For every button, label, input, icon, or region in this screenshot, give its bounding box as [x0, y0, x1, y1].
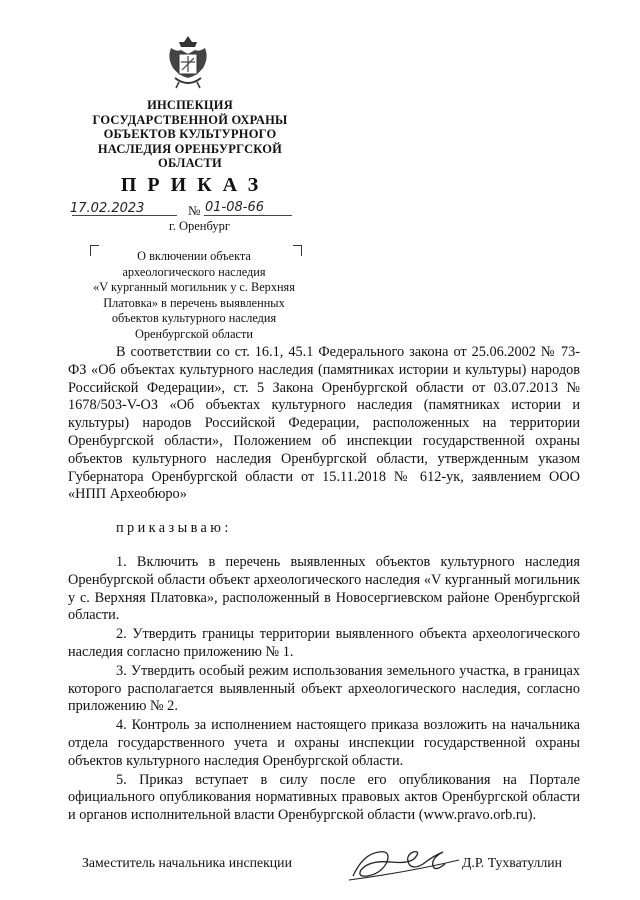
org-line: ОБЪЕКТОВ КУЛЬТУРНОГО	[103, 127, 277, 142]
subject-line: О включении объекта	[137, 249, 251, 263]
order-item: 4. Контроль за исполнением настоящего приказа возложить на начальника отдела государственного учета и охраны инспекции государственной охраны объектов культурного наследия Оренбургской области.	[68, 717, 580, 769]
org-line: ОБЛАСТИ	[158, 156, 222, 171]
org-line: НАСЛЕДИЯ ОРЕНБУРГСКОЙ	[97, 141, 283, 156]
document-date: 17.02.2023	[70, 201, 145, 216]
signer-position: Заместитель начальника инспекции	[82, 855, 292, 870]
subject-line: объектов культурного наследия	[111, 311, 277, 325]
signer-name: Д.Р. Тухватуллин	[462, 855, 563, 870]
org-line: ИНСПЕКЦИЯ	[147, 98, 233, 112]
number-label: №	[188, 203, 201, 218]
document-subject	[88, 249, 300, 342]
issuing-organization	[70, 98, 310, 171]
subject-line: Оренбургской области	[135, 326, 253, 341]
subject-line: «V курганный могильник у с. Верхняя	[93, 280, 295, 294]
order-word: приказываю:	[116, 520, 232, 537]
order-item: 5. Приказ вступает в силу после его опубликования на Портале официального опубликования нормативных правовых актов Оренбургской области и органов исполнительной власти Оренбургской области (www.pravo.orb.ru).	[68, 771, 580, 824]
document-type-title: ПРИКАЗ	[120, 174, 270, 196]
order-item: 2. Утвердить границы территории выявленного объекта археологического наследия согласно приложению № 1.	[68, 626, 580, 660]
org-line: ГОСУДАРСТВЕННОЙ ОХРАНЫ	[92, 112, 288, 127]
document-number: 01-08-66	[205, 200, 265, 215]
preamble-paragraph: В соответствии со ст. 16.1, 45.1 Федерального закона от 25.06.2002 № 73-ФЗ «Об объектах культурного наследия (памятниках истории и культуры) народов Российской Федерации», ст. 5 Закона Оренбургской области от 03.07.2013 № 1678/503-V-ОЗ «Об объектах культурного наследия (памятниках истории и культуры) народов Российской Федерации, расположенных на территории Оренбургской области», Положением об инспекции государственной охраны объектов культурного наследия Оренбургской области, утвержденным указом Губернатора Оренбургской области от 15.11.2018 № 612-ук, заявлением ООО «НПП Археобюро»	[68, 344, 580, 503]
document-city: г. Оренбург	[169, 219, 230, 233]
subject-line: археологического наследия	[122, 264, 266, 279]
handwritten-signature	[345, 842, 475, 888]
order-item: 3. Утвердить особый режим использования земельного участка, в границах которого располагается выявленный объект археологического наследия, согласно приложению № 2.	[68, 662, 580, 715]
order-item: 1. Включить в перечень выявленных объектов культурного наследия Оренбургской области объект археологического наследия «V курганный могильник у с. Верхняя Платовка», расположенный в Новосергиевском районе Оренбургской области.	[68, 553, 580, 624]
subject-line: Платовка» в перечень выявленных	[103, 295, 285, 310]
document-body	[68, 344, 580, 825]
coat-of-arms-icon	[165, 34, 211, 90]
